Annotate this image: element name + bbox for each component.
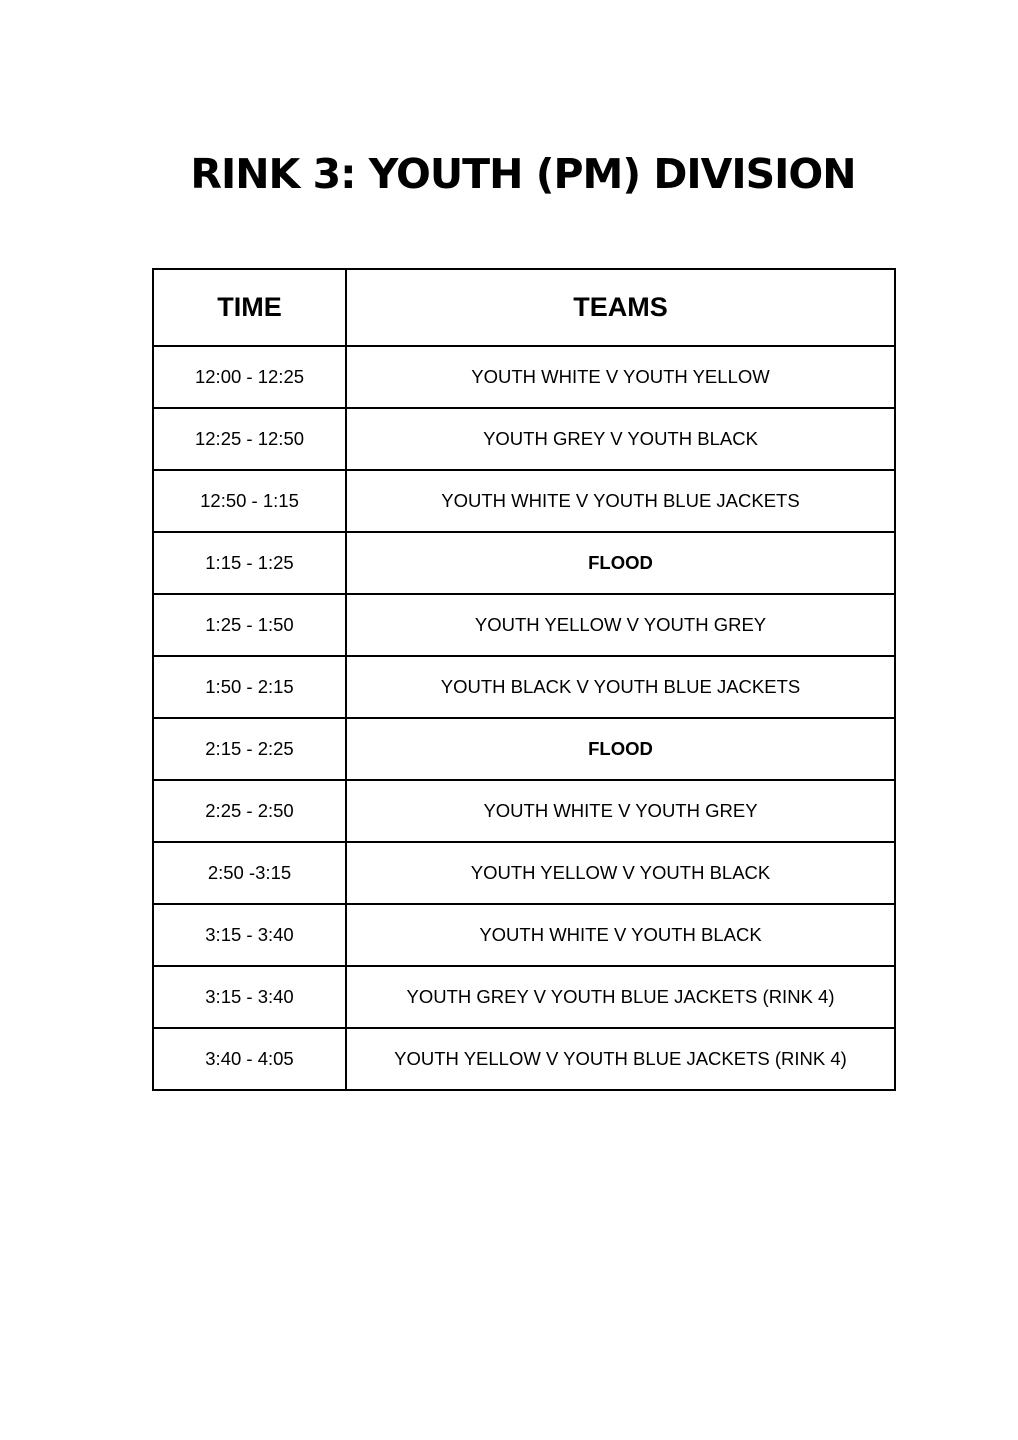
table-row [153,656,895,718]
teams-cell: YOUTH GREY V YOUTH BLUE JACKETS (RINK 4) [346,966,895,1028]
table-row [153,966,895,1028]
table-row [153,842,895,904]
time-cell: 1:50 - 2:15 [153,656,346,718]
table-row [153,532,895,594]
time-cell: 2:25 - 2:50 [153,780,346,842]
teams-column-header: TEAMS [346,269,895,346]
teams-cell: YOUTH YELLOW V YOUTH BLUE JACKETS (RINK 4) [346,1028,895,1090]
teams-cell: YOUTH WHITE V YOUTH YELLOW [346,346,895,408]
table-row [153,408,895,470]
table-row [153,594,895,656]
time-cell: 12:25 - 12:50 [153,408,346,470]
time-cell: 3:40 - 4:05 [153,1028,346,1090]
schedule-body [153,346,895,1090]
table-row [153,470,895,532]
teams-cell: YOUTH WHITE V YOUTH BLACK [346,904,895,966]
time-cell: 2:15 - 2:25 [153,718,346,780]
teams-cell: YOUTH BLACK V YOUTH BLUE JACKETS [346,656,895,718]
time-cell: 3:15 - 3:40 [153,966,346,1028]
time-cell: 1:25 - 1:50 [153,594,346,656]
table-row [153,780,895,842]
table-row [153,904,895,966]
teams-cell: YOUTH WHITE V YOUTH BLUE JACKETS [346,470,895,532]
teams-cell: YOUTH WHITE V YOUTH GREY [346,780,895,842]
table-row [153,718,895,780]
table-row [153,1028,895,1090]
flood-cell: FLOOD [346,532,895,594]
page-title: RINK 3: YOUTH (PM) DIVISION [190,150,856,198]
time-column-header: TIME [153,269,346,346]
time-cell: 12:00 - 12:25 [153,346,346,408]
teams-cell: YOUTH YELLOW V YOUTH BLACK [346,842,895,904]
teams-cell: YOUTH YELLOW V YOUTH GREY [346,594,895,656]
schedule-table [152,268,896,1091]
flood-cell: FLOOD [346,718,895,780]
time-cell: 3:15 - 3:40 [153,904,346,966]
time-cell: 1:15 - 1:25 [153,532,346,594]
time-cell: 2:50 -3:15 [153,842,346,904]
table-header-row [153,269,895,346]
time-cell: 12:50 - 1:15 [153,470,346,532]
table-row [153,346,895,408]
teams-cell: YOUTH GREY V YOUTH BLACK [346,408,895,470]
